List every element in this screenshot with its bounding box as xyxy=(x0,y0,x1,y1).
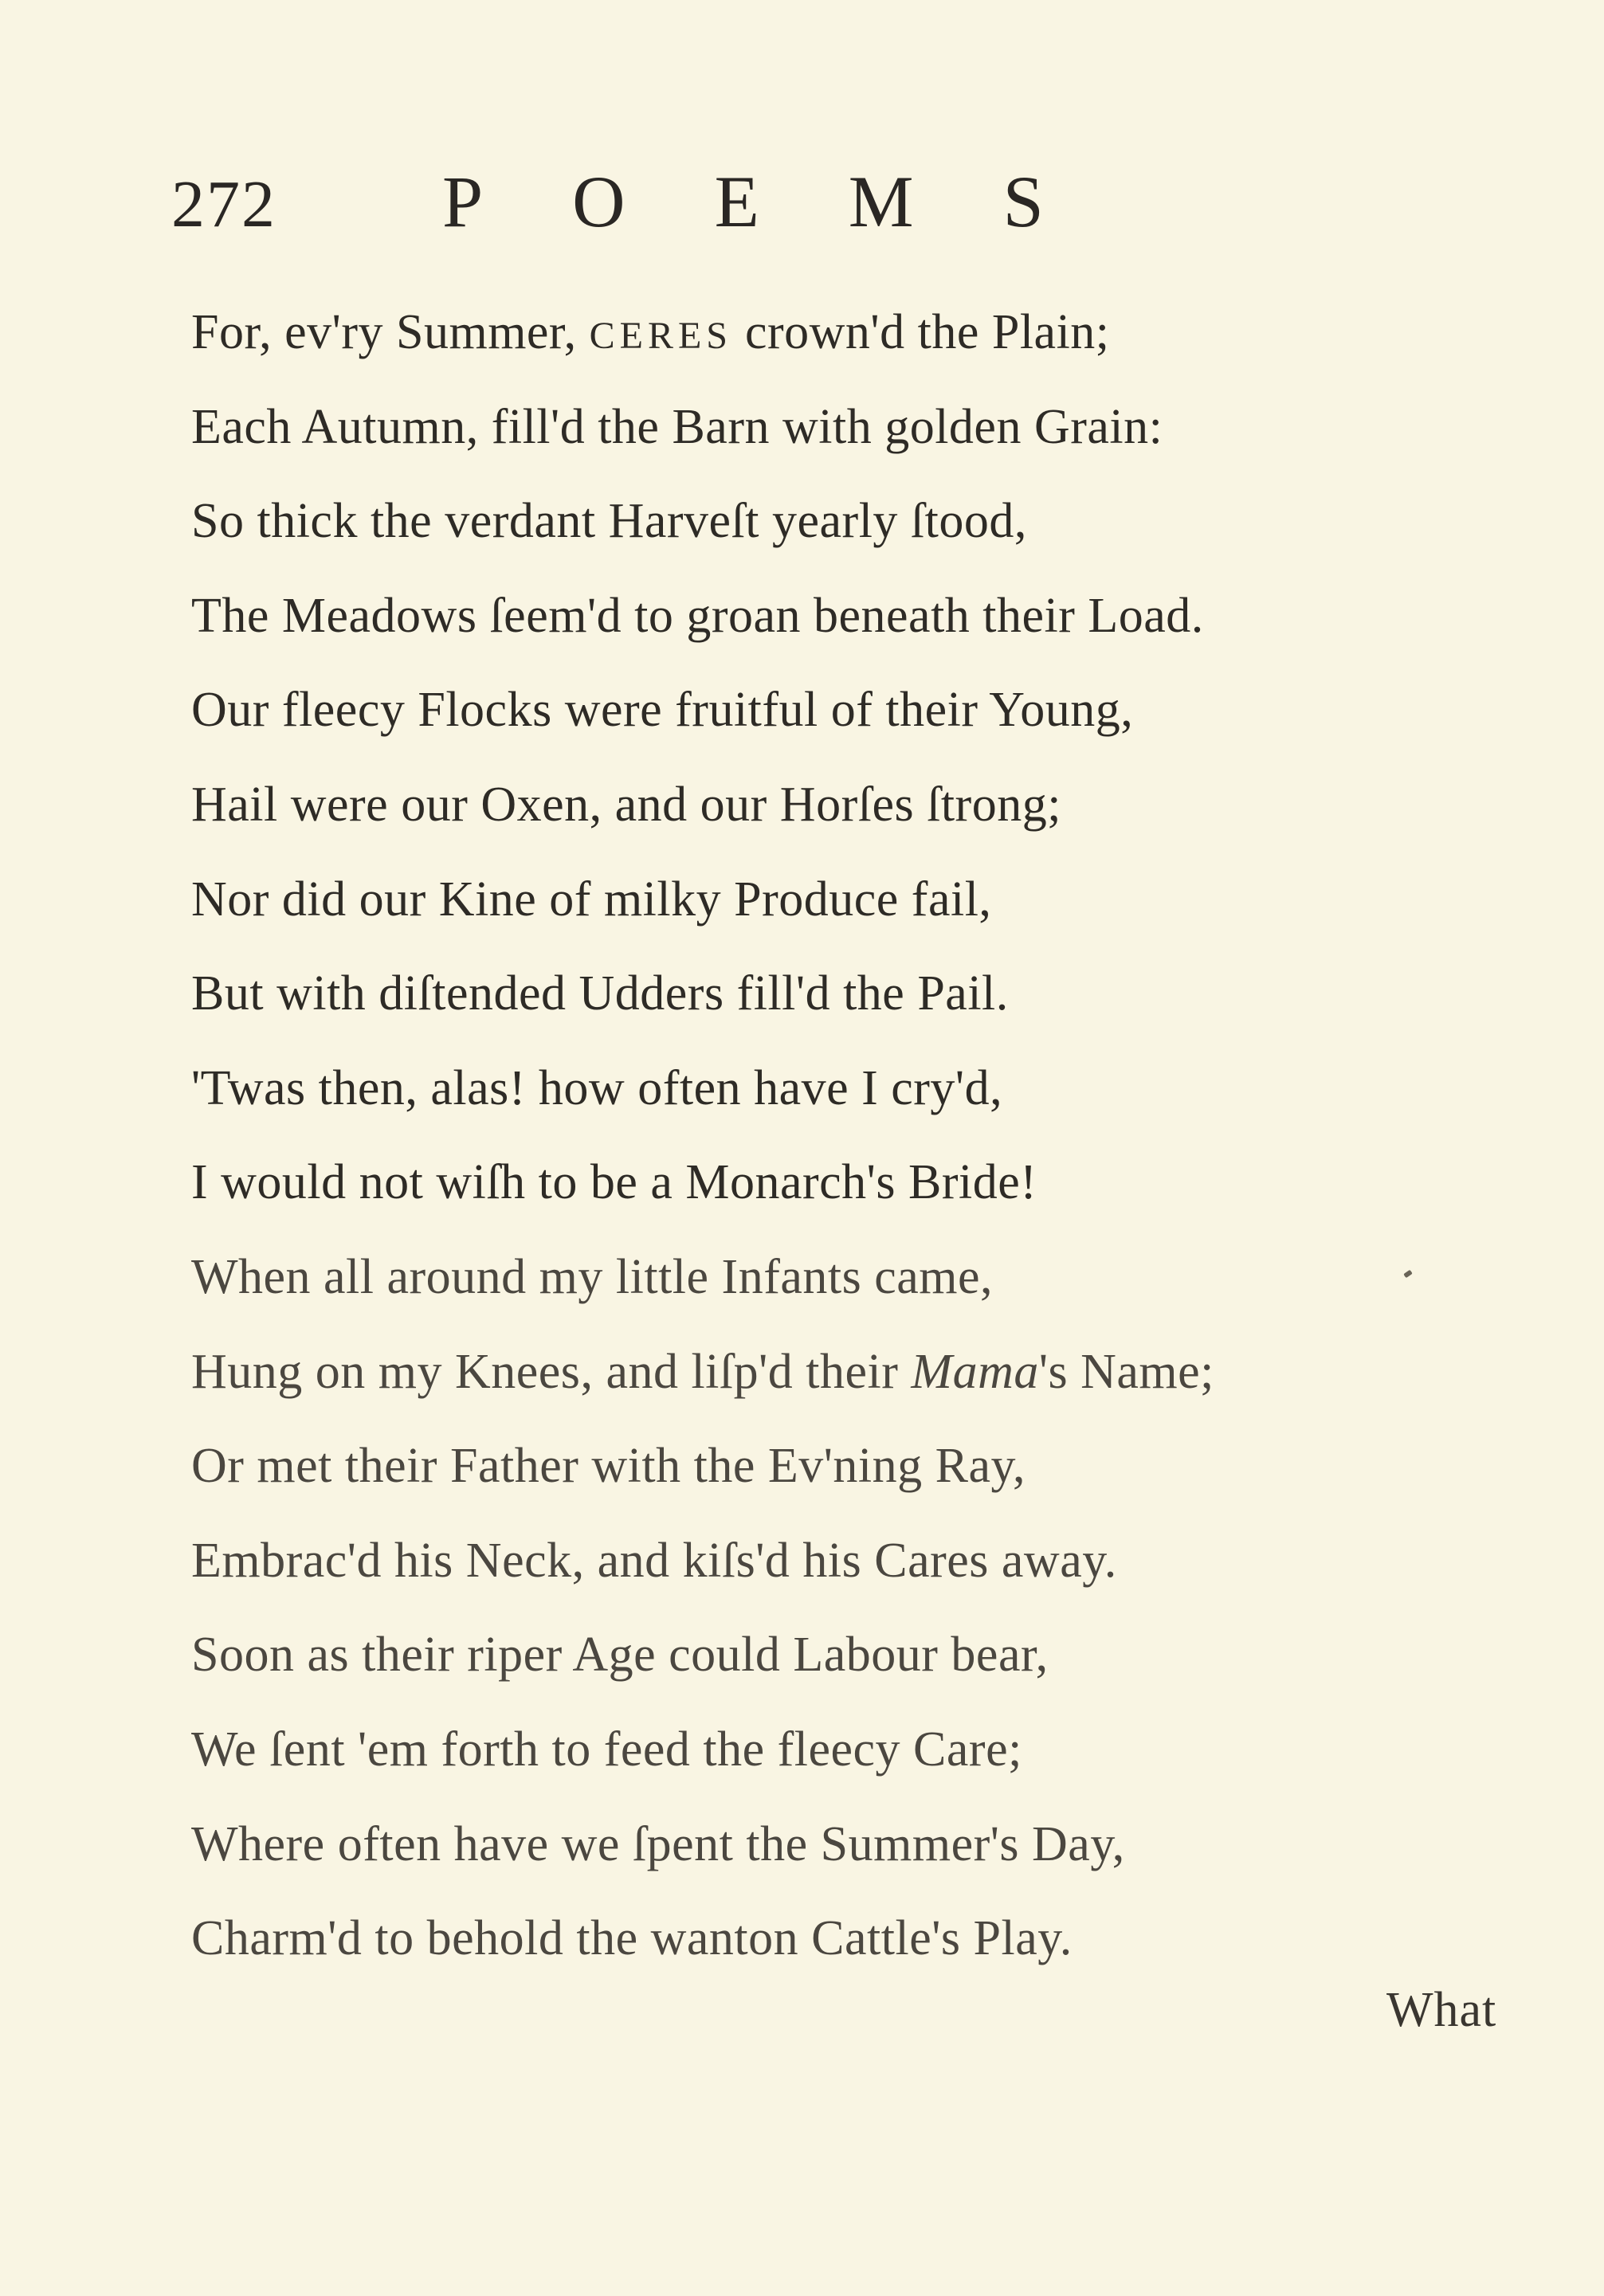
poem-line xyxy=(191,1608,1546,1702)
line-text: So thick the verdant Harveſt yearly ſtood, xyxy=(191,494,1027,549)
line-text: Where often have we ſpent the Summer's Day, xyxy=(191,1816,1125,1871)
poem-text xyxy=(191,285,1546,1986)
poem-line xyxy=(191,569,1546,664)
small-caps-name: CERES xyxy=(589,315,732,357)
poem-line xyxy=(191,1797,1546,1892)
line-text: For, ev'ry Summer, xyxy=(191,305,590,359)
poem-line xyxy=(191,380,1546,475)
poem-line xyxy=(191,474,1546,569)
italic-word: Mama xyxy=(911,1344,1039,1399)
line-text: Each Autumn, fill'd the Barn with golden Grain: xyxy=(191,399,1163,454)
poem-line xyxy=(191,1230,1546,1325)
poem-line xyxy=(191,663,1546,758)
line-text: Soon as their riper Age could Labour bear, xyxy=(191,1628,1049,1683)
line-text: Charm'd to behold the wanton Cattle's Play. xyxy=(191,1911,1073,1966)
line-text: But with diſtended Udders fill'd the Pail. xyxy=(191,966,1009,1021)
poem-line xyxy=(191,946,1546,1041)
line-text: When all around my little Infants came, xyxy=(191,1249,993,1304)
poem-line xyxy=(191,285,1546,380)
page-number: 272 xyxy=(171,167,276,241)
line-text: 's Name; xyxy=(1038,1344,1214,1399)
line-text: The Meadows ſeem'd to groan beneath their Load. xyxy=(191,588,1204,643)
line-text: 'Twas then, alas! how often have I cry'd, xyxy=(191,1060,1003,1115)
poem-line xyxy=(191,1041,1546,1136)
poem-line xyxy=(191,1702,1546,1797)
line-text: crown'd the Plain; xyxy=(731,305,1110,359)
line-text: Hung on my Knees, and liſp'd their xyxy=(191,1344,912,1399)
line-text: Nor did our Kine of milky Produce fail, xyxy=(191,872,992,927)
line-text: Or met their Father with the Ev'ning Ray, xyxy=(191,1439,1026,1494)
line-text: Embrac'd his Neck, and kiſs'd his Cares away. xyxy=(191,1533,1117,1588)
page-header xyxy=(0,159,1604,255)
poem-line xyxy=(191,758,1546,852)
running-title: POEMS xyxy=(442,161,1133,242)
line-text: We ſent 'em forth to feed the fleecy Care; xyxy=(191,1722,1022,1777)
line-text: Our fleecy Flocks were fruitful of their Young, xyxy=(191,683,1134,738)
catchword: What xyxy=(1386,1983,1497,2037)
poem-line xyxy=(191,1135,1546,1230)
poem-line xyxy=(191,1891,1546,1986)
line-text: Hail were our Oxen, and our Horſes ſtrong; xyxy=(191,777,1061,832)
poem-line xyxy=(191,1514,1546,1608)
line-text: I would not wiſh to be a Monarch's Bride! xyxy=(191,1155,1037,1210)
poem-line xyxy=(191,1325,1546,1420)
poem-line xyxy=(191,1419,1546,1514)
poem-line xyxy=(191,852,1546,947)
